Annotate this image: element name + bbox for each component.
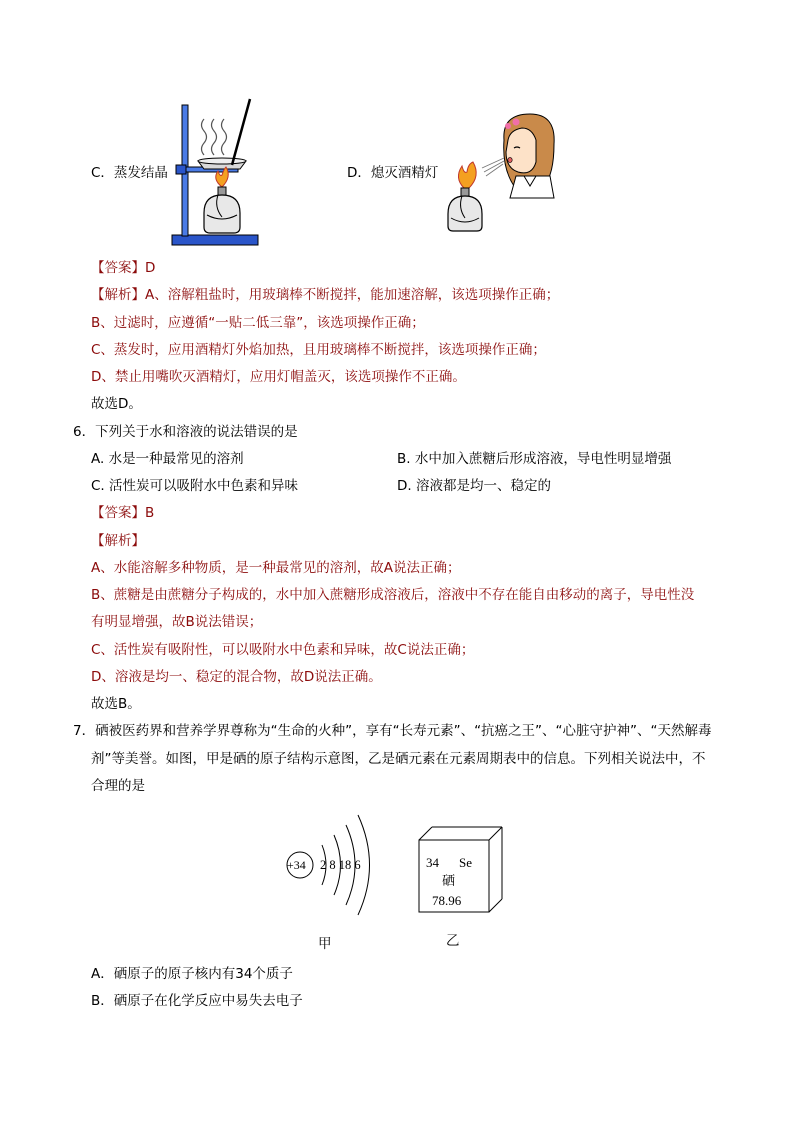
- element-atomic-mass: 78.96: [432, 893, 462, 908]
- atom-shell-electrons: 2 8 18 6: [320, 858, 361, 872]
- q6-conclusion: 故选B。: [91, 696, 141, 712]
- element-name: 硒: [442, 874, 456, 889]
- q6-analysis-d: D、溶液是均一、稳定的混合物，故D说法正确。: [91, 669, 382, 685]
- q5-option-c: C．蒸发结晶: [91, 165, 168, 181]
- q6-analysis-b-line1: B、蔗糖是由蔗糖分子构成的，水中加入蔗糖形成溶液后，溶液中不存在能自由移动的离子，导电性没: [91, 587, 695, 603]
- q6-option-c: C. 活性炭可以吸附水中色素和异味: [91, 478, 299, 494]
- q6-option-a: A. 水是一种最常见的溶剂: [91, 451, 244, 467]
- q5-analysis-b: B、过滤时，应遵循“一贴二低三靠”，该选项操作正确；: [91, 315, 425, 331]
- q6-answer: 【答案】B: [91, 505, 155, 521]
- q5-answer: 【答案】D: [91, 260, 156, 276]
- q6-stem: 6．下列关于水和溶液的说法错误的是: [73, 424, 298, 440]
- q6-analysis-b-line2: 有明显增强，故B说法错误；: [91, 614, 263, 630]
- blow-out-lamp-figure: [442, 110, 557, 235]
- q7-stem-line2: 剂”等美誉。如图，甲是硒的原子结构示意图，乙是硒元素在元素周期表中的信息。下列相关说法中，不: [91, 751, 706, 767]
- q5-analysis-d: D、禁止用嘴吹灭酒精灯，应用灯帽盖灭，该选项操作不正确。: [91, 369, 466, 385]
- q7-stem-line3: 合理的是: [91, 778, 145, 794]
- q6-option-d: D. 溶液都是均一、稳定的: [397, 478, 551, 494]
- q7-stem-line1: 7．硒被医药界和营养学界尊称为“生命的火种”，享有“长寿元素”、“抗癌之王”、“心脏守护神”、“天然解毒: [73, 723, 712, 739]
- periodic-table-cell: [418, 826, 510, 916]
- q6-analysis-a: A、水能溶解多种物质，是一种最常见的溶剂，故A说法正确；: [91, 560, 461, 576]
- element-symbol: Se: [459, 855, 472, 870]
- evaporation-apparatus-figure: [170, 95, 265, 250]
- atom-diagram-label: 甲: [318, 936, 332, 952]
- q5-analysis-c: C、蒸发时，应用酒精灯外焰加热，且用玻璃棒不断搅拌，该选项操作正确；: [91, 342, 546, 358]
- q5-conclusion: 故选D。: [91, 396, 142, 412]
- element-atomic-number: 34: [426, 855, 439, 870]
- q7-option-a: A．硒原子的原子核内有34个质子: [91, 966, 293, 982]
- element-cell-label: 乙: [446, 933, 460, 949]
- q7-option-b: B．硒原子在化学反应中易失去电子: [91, 993, 303, 1009]
- q5-option-d: D．熄灭酒精灯: [347, 165, 439, 181]
- atom-structure-diagram: [282, 808, 382, 918]
- q5-analysis-a: 【解析】A、溶解粗盐时，用玻璃棒不断搅拌，能加速溶解，该选项操作正确；: [91, 287, 560, 303]
- q6-option-b: B. 水中加入蔗糖后形成溶液，导电性明显增强: [397, 451, 672, 467]
- atom-nucleus-charge: +34: [287, 858, 306, 872]
- q6-analysis-label: 【解析】: [91, 533, 145, 549]
- q6-analysis-c: C、活性炭有吸附性，可以吸附水中色素和异味，故C说法正确；: [91, 642, 475, 658]
